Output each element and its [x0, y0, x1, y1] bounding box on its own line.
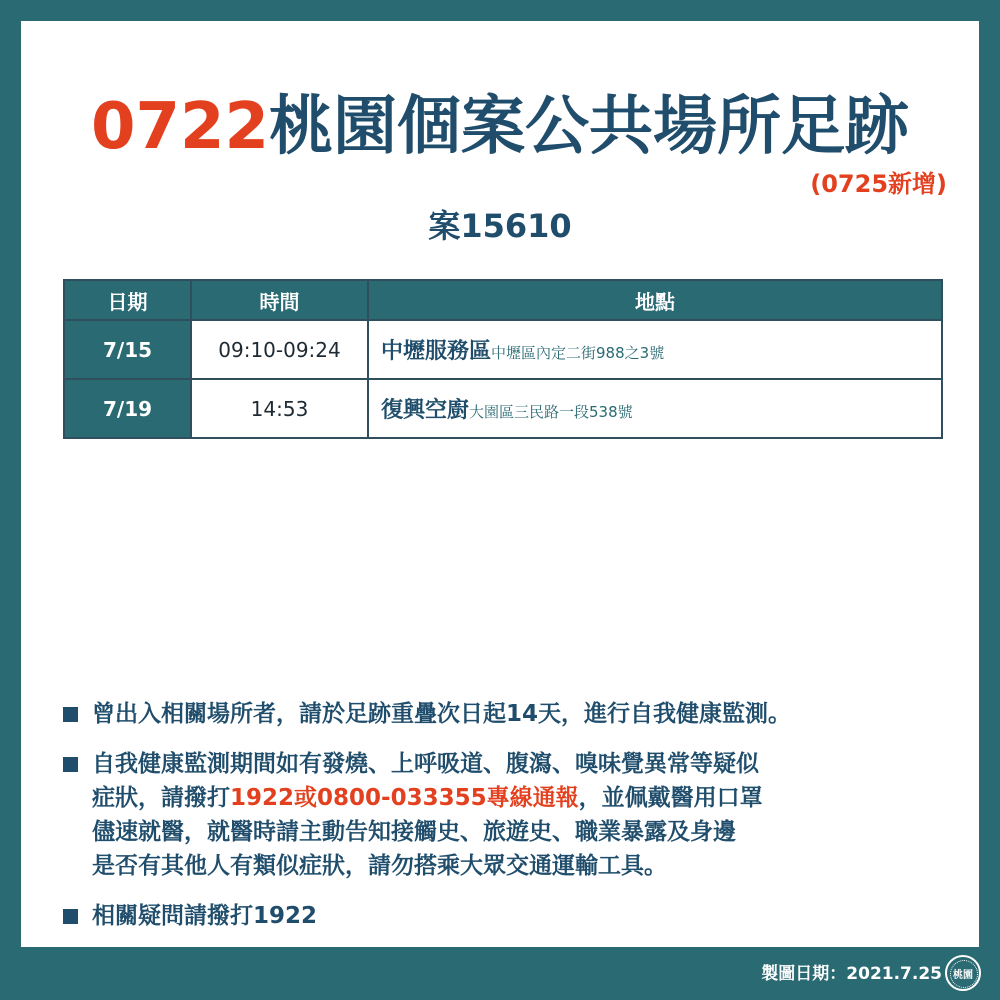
- square-bullet-icon: [63, 909, 78, 924]
- row-date: 7/19: [64, 379, 191, 438]
- title-text: 桃園個案公共場所足跡: [269, 90, 910, 164]
- header-date: 日期: [64, 280, 191, 320]
- place-name: 復興空廚: [381, 398, 470, 423]
- note-fragment: 症狀，請撥打: [92, 785, 230, 811]
- row-time: 14:53: [191, 379, 368, 438]
- row-time: 09:10-09:24: [191, 320, 368, 379]
- header-place: 地點: [368, 280, 942, 320]
- header-time: 時間: [191, 280, 368, 320]
- table-header-row: [64, 280, 942, 320]
- note-text: 曾出入相關場所者，請於足跡重疊次日起14天，進行自我健康監測。: [92, 701, 792, 727]
- taoyuan-seal-icon: 桃園: [945, 955, 981, 991]
- poster-card: [21, 21, 979, 947]
- square-bullet-icon: [63, 757, 78, 772]
- place-address: 中壢區內定二街988之3號: [491, 344, 665, 362]
- table-row: [64, 320, 942, 379]
- note-text: 相關疑問請撥打1922: [92, 903, 318, 929]
- page-title: [21, 87, 979, 167]
- note-line: [92, 781, 763, 815]
- notes-section: [63, 697, 953, 949]
- note-item: [63, 697, 953, 731]
- row-date: 7/15: [64, 320, 191, 379]
- place-address: 大園區三民路一段538號: [469, 403, 633, 421]
- note-line: 是否有其他人有類似症狀，請勿搭乘大眾交通運輸工具。: [92, 853, 667, 879]
- note-text: [92, 747, 763, 883]
- square-bullet-icon: [63, 707, 78, 722]
- place-name: 中壢服務區: [381, 339, 492, 364]
- note-item: [63, 747, 953, 883]
- title-date: 0722: [90, 90, 270, 164]
- table-row: [64, 379, 942, 438]
- added-note: (0725新增): [810, 170, 947, 198]
- note-fragment: ，並佩戴醫用口罩: [578, 785, 763, 811]
- note-item: [63, 899, 953, 933]
- note-line: 儘速就醫，就醫時請主動告知接觸史、旅遊史、職業暴露及身邊: [92, 819, 736, 845]
- made-date: 製圖日期：2021.7.25: [761, 964, 942, 984]
- hotline-highlight: 1922或0800-033355專線通報: [230, 785, 579, 811]
- footprint-table: [63, 279, 943, 439]
- case-label: 案15610: [428, 207, 572, 245]
- note-line: 自我健康監測期間如有發燒、上呼吸道、腹瀉、嗅味覺異常等疑似: [92, 751, 759, 777]
- row-place: [368, 379, 942, 438]
- row-place: [368, 320, 942, 379]
